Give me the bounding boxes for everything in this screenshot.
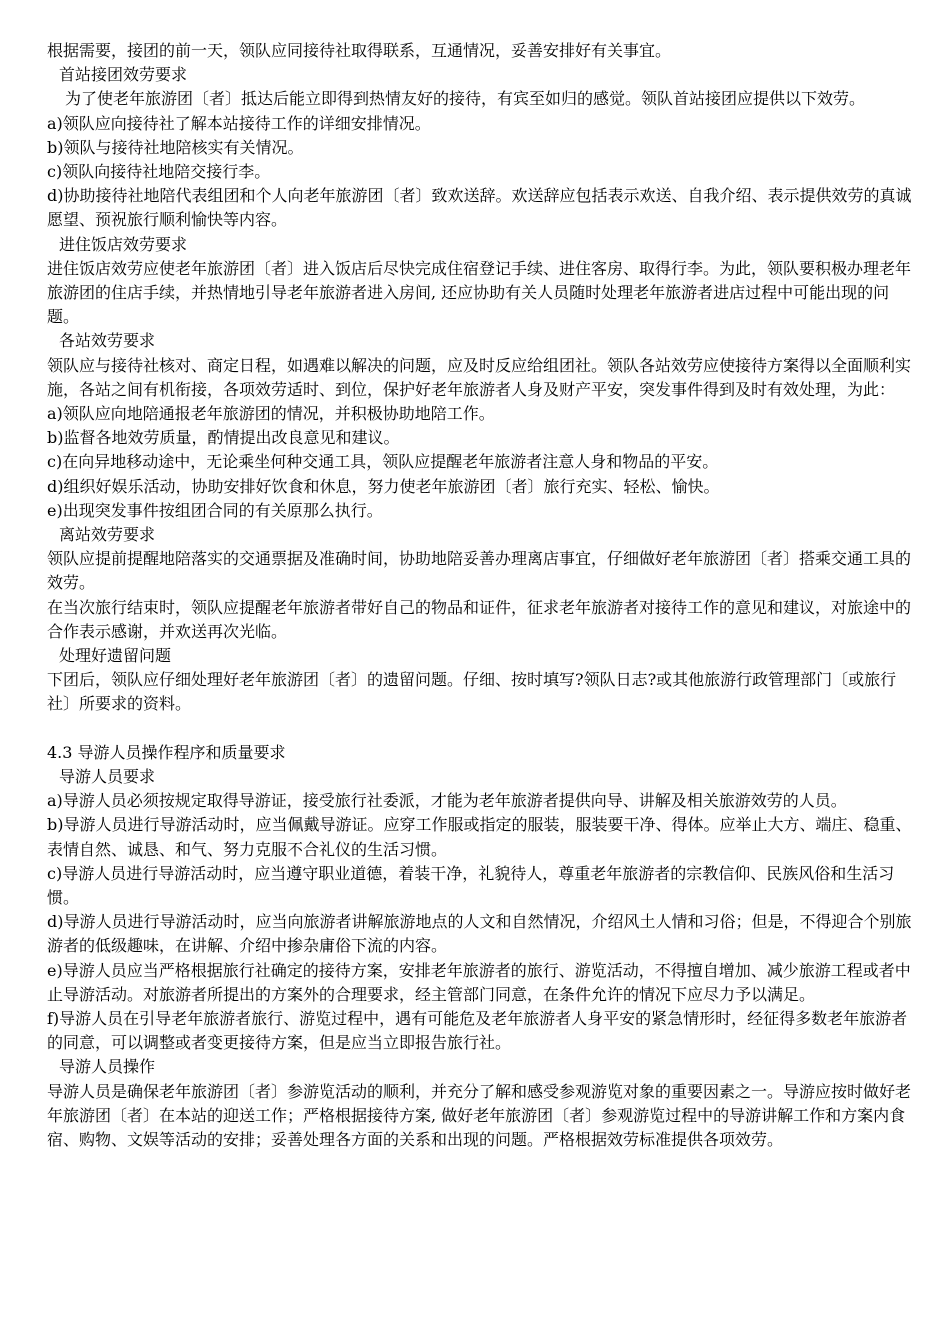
paragraph-each-station: 领队应与接待社核对、商定日程，如遇难以解决的问题，应及时反应给组团社。领队各站效劳应使接待方案得以全面顺利实施，各站之间有机衔接，各项效劳适时、到位，保护好老年旅游者人身及财产平安，突发事件得到及时有效处理，为此：: [47, 355, 912, 399]
paragraph-contact-before-group: 根据需要，接团的前一天，领队应同接待社取得联系，互通情况，妥善安排好有关事宜。: [47, 41, 672, 60]
paragraph-first-station-intro: 为了使老年旅游团〔者〕抵达后能立即得到热情友好的接待，有宾至如归的感觉。领队首站接团应提供以下效劳。: [65, 89, 866, 109]
paragraph-guide-operations: 导游人员是确保老年旅游团〔者〕参游览活动的顺利，并充分了解和感受参观游览对象的重要因素之一。导游应按时做好老年旅游团〔者〕在本站的迎送工作；严格根据接待方案, 做好老年旅游团〔者〕参观游览过程中的导游讲解工作和方案内食宿、购物、文娱等活动的安排；妥善处理各方面的关系和出现的问题。严格根据效劳标准提供各项效劳。: [47, 1081, 912, 1149]
list-item-d: d)协助接待社地陪代表组团和个人向老年旅游团〔者〕致欢送辞。欢送辞应包括表示欢送、自我介绍、表示提供效劳的真诚愿望、预祝旅行顺利愉快等内容。: [47, 186, 912, 230]
list-item-b: b)监督各地效劳质量，酌情提出改良意见和建议。: [47, 428, 400, 448]
paragraph-hotel-checkin: 进住饭店效劳应使老年旅游团〔者〕进入饭店后尽快完成住宿登记手续、进住客房、取得行李。为此，领队要积极办理老年旅游团的住店手续，并热情地引导老年旅游者进入房间, 还应协助有关人员随时处理老年旅游者进店过程中可能出现的问题。: [47, 258, 912, 327]
list-item-f: f)导游人员在引导老年旅游者旅行、游览过程中，遇有可能危及老年旅游者人身平安的紧急情形时，经征得多数老年旅游者的同意，可以调整或者变更接待方案，但是应当立即报告旅行社。: [47, 1008, 908, 1053]
list-item-b: b)导游人员进行导游活动时，应当佩戴导游证。应穿工作服或指定的服装，服装要干净、得体。应举止大方、端庄、稳重、表情自然、诚恳、和气、努力克服不合礼仪的生活习惯。: [47, 815, 912, 859]
list-item-a: a)领队应向接待社了解本站接待工作的详细安排情况。: [47, 113, 431, 133]
top-margin: [47, 0, 913, 39]
heading-guide-requirements: 导游人员要求: [59, 766, 156, 786]
document-page: [47, 0, 913, 1152]
list-item-b: b)领队与接待社地陪核实有关情况。: [47, 137, 304, 157]
list-item-a: a)领队应向地陪通报老年旅游团的情况，并积极协助地陪工作。: [47, 404, 495, 424]
list-item-c: c)在向异地移动途中，无论乘坐何种交通工具，领队应提醒老年旅游者注意人身和物品的平安。: [47, 452, 719, 472]
list-item-c: c)领队向接待社地陪交接行李。: [47, 162, 271, 182]
paragraph-leftover-issues: 下团后，领队应仔细处理好老年旅游团〔者〕的遗留问题。仔细、按时填写?领队日志?或其他旅游行政管理部门〔或旅行社〕所要求的资料。: [47, 670, 897, 714]
heading-departure-service: 离站效劳要求: [59, 525, 156, 545]
heading-each-station-service: 各站效劳要求: [59, 331, 156, 351]
list-item-a: a)导游人员必须按规定取得导游证，接受旅行社委派，才能为老年旅游者提供向导、讲解及相关旅游效劳的人员。: [47, 791, 847, 811]
heading-first-station-service: 首站接团效劳要求: [59, 65, 188, 85]
list-item-e: e)出现突发事件按组团合同的有关原那么执行。: [47, 500, 383, 520]
heading-guide-operations: 导游人员操作: [59, 1057, 156, 1077]
list-item-d: d)组织好娱乐活动，协助安排好饮食和休息，努力使老年旅游团〔者〕旅行充实、轻松、愉快。: [47, 476, 720, 496]
paragraph-departure-2: 在当次旅行结束时，领队应提醒老年旅游者带好自己的物品和证件，征求老年旅游者对接待工作的意见和建议，对旅途中的合作表示感谢，并欢送再次光临。: [47, 597, 912, 641]
section-gap: [47, 717, 913, 741]
list-item-d: d)导游人员进行导游活动时，应当向旅游者讲解旅游地点的人文和自然情况，介绍风土人情和习俗；但是，不得迎合个别旅游者的低级趣味，在讲解、介绍中掺杂庸俗下流的内容。: [47, 912, 912, 956]
heading-leftover-issues: 处理好遗留问题: [59, 646, 172, 666]
section-heading-4-3: 4.3 导游人员操作程序和质量要求: [47, 742, 286, 762]
list-item-c: c)导游人员进行导游活动时，应当遵守职业道德，着装干净，礼貌待人，尊重老年旅游者的宗教信仰、民族风俗和生活习惯。: [47, 863, 895, 907]
list-item-e: e)导游人员应当严格根据旅行社确定的接待方案，安排老年旅游者的旅行、游览活动，不得擅自增加、减少旅游工程或者中止导游活动。对旅游者所提出的方案外的合理要求，经主管部门同意，在条件允许的情况下应尽力予以满足。: [47, 960, 911, 1004]
paragraph-departure-1: 领队应提前提醒地陪落实的交通票据及准确时间，协助地陪妥善办理离店事宜，仔细做好老年旅游团〔者〕搭乘交通工具的效劳。: [47, 549, 912, 593]
heading-hotel-checkin-service: 进住饭店效劳要求: [59, 234, 188, 254]
